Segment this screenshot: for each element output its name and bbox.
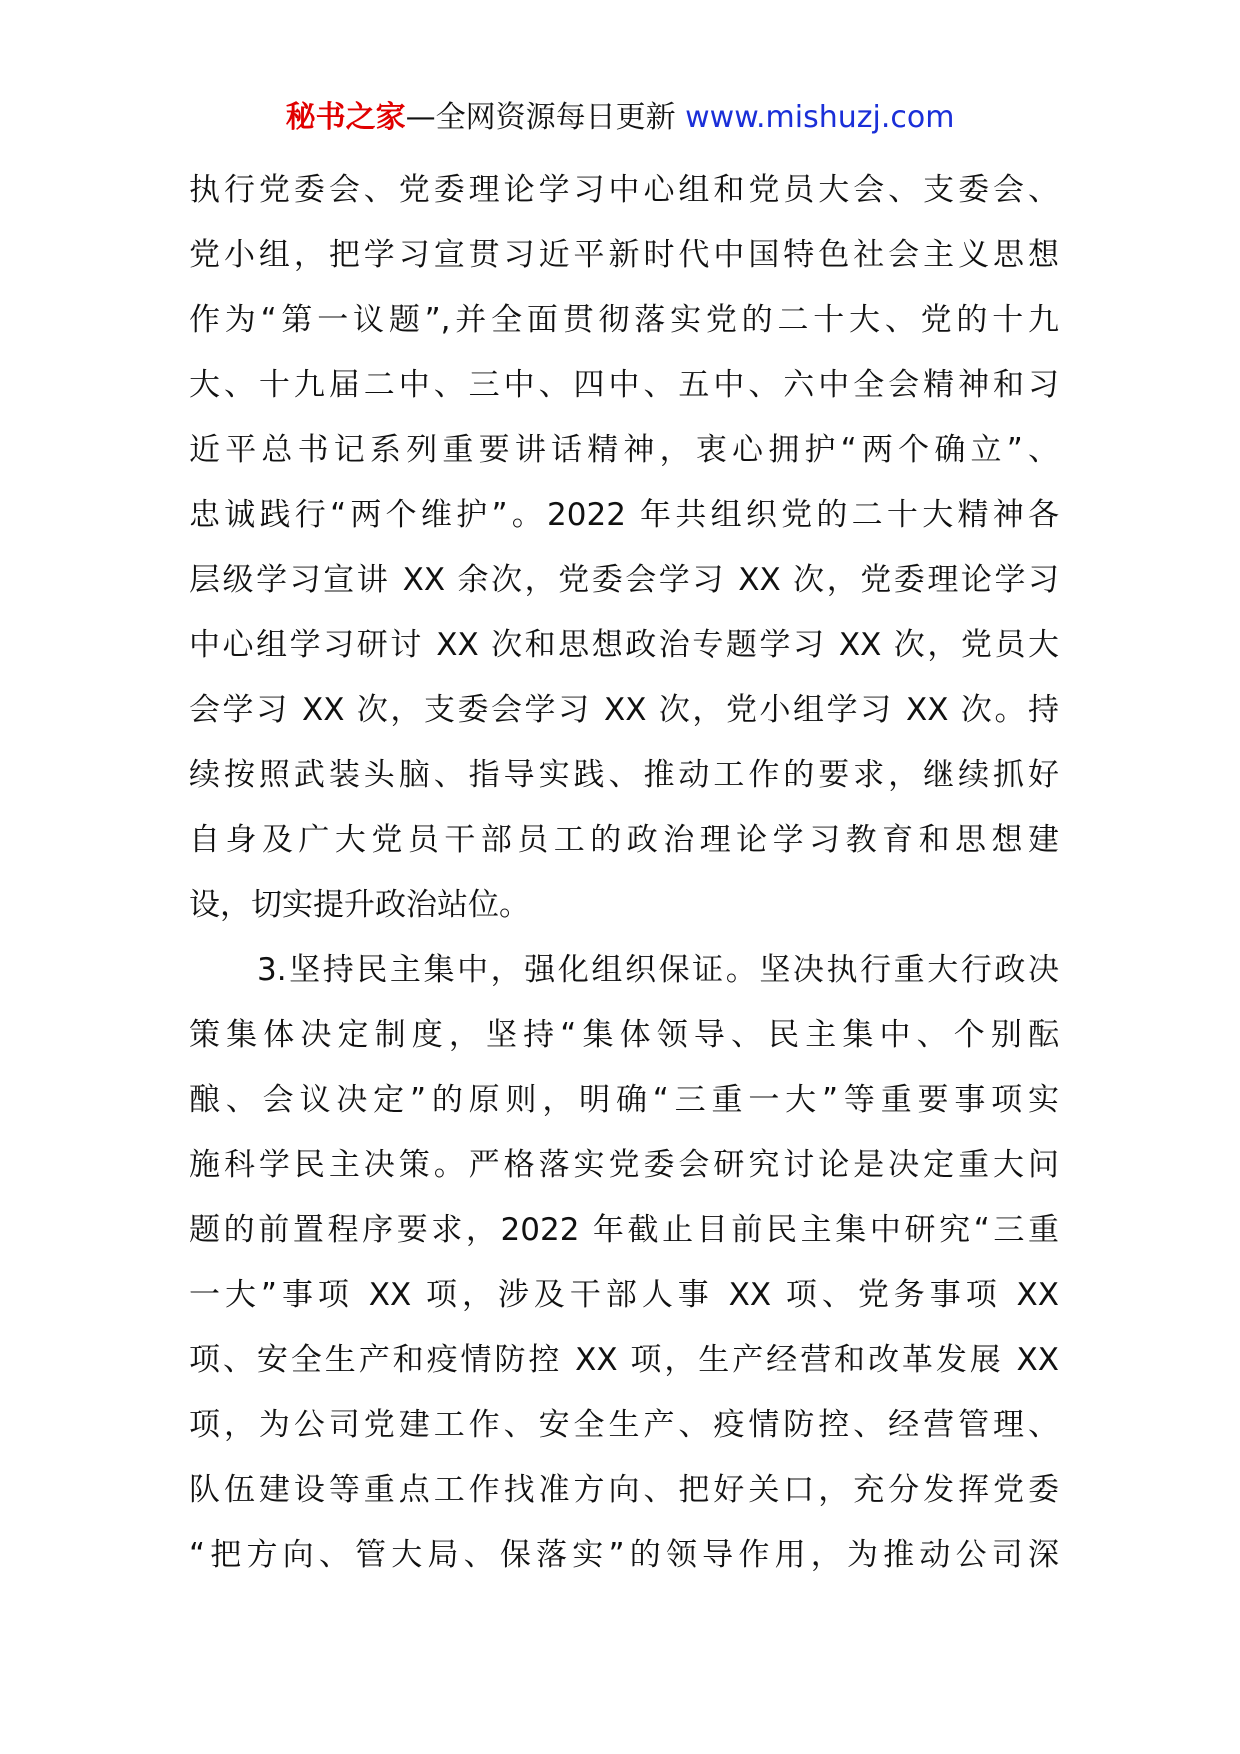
text-line: 大、十九届二中、三中、四中、五中、六中全会精神和习 — [189, 367, 1059, 403]
paragraph-democratic-centralism — [189, 938, 1059, 1588]
text-line: 酿、会议决定”的原则，明确“三重一大”等重要事项实 — [189, 1082, 1059, 1118]
site-url-link[interactable]: www.mishuzj.com — [685, 100, 955, 135]
site-brand-name: 秘书之家 — [285, 100, 406, 135]
text-line: “把方向、管大局、保落实”的领导作用，为推动公司深 — [189, 1537, 1059, 1573]
text-line: 层级学习宣讲 XX 余次，党委会学习 XX 次，党委理论学习 — [189, 562, 1059, 598]
site-tagline: —全网资源每日更新 — [405, 100, 686, 135]
text-line: 策集体决定制度，坚持“集体领导、民主集中、个别酝 — [189, 1017, 1059, 1053]
text-line: 执行党委会、党委理论学习中心组和党员大会、支委会、 — [189, 172, 1059, 208]
text-line: 忠诚践行“两个维护”。2022 年共组织党的二十大精神各 — [189, 497, 1059, 533]
text-line: 队伍建设等重点工作找准方向、把好关口，充分发挥党委 — [189, 1472, 1059, 1508]
paragraph-heading-line: 3.坚持民主集中，强化组织保证。坚决执行重大行政决 — [257, 952, 1059, 988]
text-line: 项、安全生产和疫情防控 XX 项，生产经营和改革发展 XX — [189, 1342, 1059, 1378]
text-line: 项，为公司党建工作、安全生产、疫情防控、经营管理、 — [189, 1407, 1059, 1443]
site-watermark-header — [0, 98, 1240, 138]
text-line: 题的前置程序要求，2022 年截止目前民主集中研究“三重 — [189, 1212, 1059, 1248]
text-line: 施科学民主决策。严格落实党委会研究讨论是决定重大问 — [189, 1147, 1059, 1183]
paragraph-party-study — [189, 158, 1059, 938]
text-line: 作为“第一议题”,并全面贯彻落实党的二十大、党的十九 — [189, 302, 1059, 338]
text-line: 党小组，把学习宣贯习近平新时代中国特色社会主义思想 — [189, 237, 1059, 273]
text-line: 近平总书记系列重要讲话精神，衷心拥护“两个确立”、 — [189, 432, 1059, 468]
text-line: 设，切实提升政治站位。 — [189, 887, 530, 923]
text-line: 一大”事项 XX 项，涉及干部人事 XX 项、党务事项 XX — [189, 1277, 1059, 1313]
document-body — [189, 158, 1059, 1588]
text-line: 会学习 XX 次，支委会学习 XX 次，党小组学习 XX 次。持 — [189, 692, 1059, 728]
text-line: 续按照武装头脑、指导实践、推动工作的要求，继续抓好 — [189, 757, 1059, 793]
text-line: 中心组学习研讨 XX 次和思想政治专题学习 XX 次，党员大 — [189, 627, 1059, 663]
text-line: 自身及广大党员干部员工的政治理论学习教育和思想建 — [189, 822, 1059, 858]
